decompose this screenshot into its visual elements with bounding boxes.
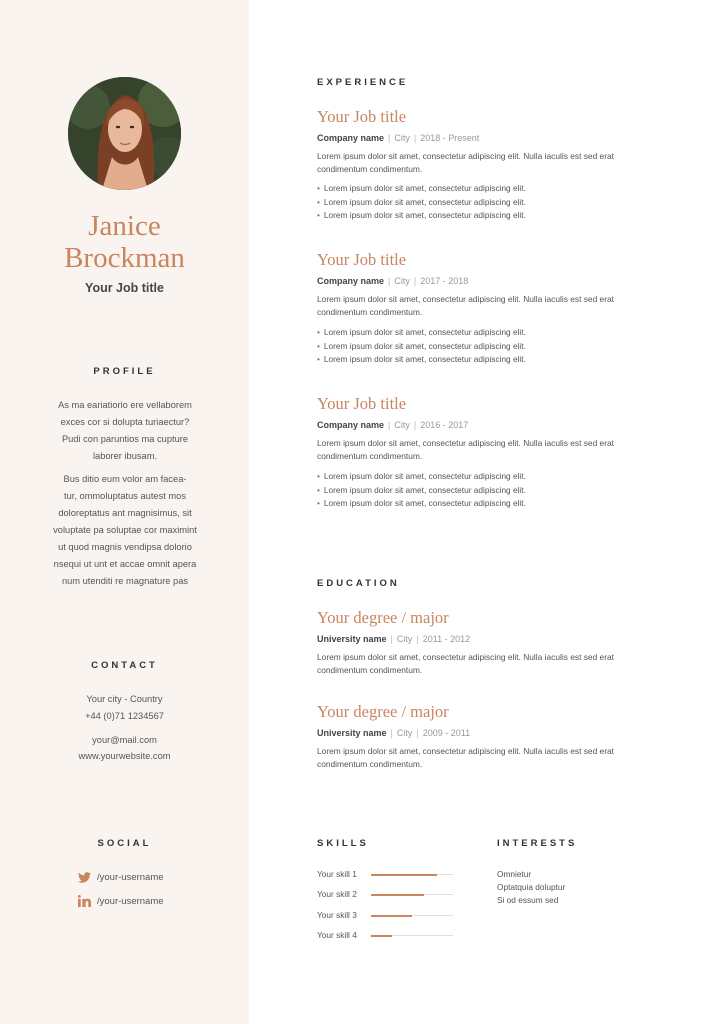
education-city: City [396,728,413,738]
separator: | [388,133,391,143]
job-description [317,437,647,463]
social-heading: SOCIAL [97,838,152,849]
bullet-item: • Lorem ipsum dolor sit amet, consectetur adipiscing elit. [317,196,526,210]
profile-photo [68,77,181,190]
interests-heading: INTERESTS [497,838,578,849]
bullet-item: • Lorem ipsum dolor sit amet, consectetur adipiscing elit. [317,326,526,340]
job-city: City [394,276,410,286]
job-dates: 2018 - Present [420,133,480,143]
description-line: Lorem ipsum dolor sit amet, consectetur adipiscing elit. Nulla iaculis est sed erat [317,746,614,756]
bullet-item: • Lorem ipsum dolor sit amet, consectetur adipiscing elit. [317,497,526,511]
profile-line: Bus ditio eum volor am facea- [63,474,187,484]
bullet-item: • Lorem ipsum dolor sit amet, consectetur adipiscing elit. [317,182,526,196]
job-meta [317,420,468,430]
description-line: condimentum condimentum. [317,307,423,317]
skill-row [317,888,457,900]
description-line: condimentum condimentum. [317,164,423,174]
separator: | [416,728,419,738]
social-handle: /your-username [97,895,164,907]
skill-bar-fill [371,935,392,937]
skill-label: Your skill 2 [317,889,357,899]
university-name: University name [317,634,387,644]
profile-line: As ma eariatiorio ere vellaborem [58,400,192,410]
job-dates: 2016 - 2017 [420,420,469,430]
interest-item: Omnietur [497,869,532,879]
social-twitter[interactable] [78,869,164,885]
description-line: Lorem ipsum dolor sit amet, consectetur adipiscing elit. Nulla iaculis est sed erat [317,294,614,304]
profile-line: ut quod magnis vendipsa dolorio [58,542,192,552]
separator: | [390,634,393,644]
contact-phone[interactable]: +44 (0)71 1234567 [85,711,164,721]
profile-heading: PROFILE [93,366,156,377]
description-line: Lorem ipsum dolor sit amet, consectetur adipiscing elit. Nulla iaculis est sed erat [317,438,614,448]
profile-line: tur, ommoluptatus autest mos [64,491,186,501]
social-handle: /your-username [97,871,164,883]
job-bullets [317,470,526,511]
profile-line: Pudi con paruntios ma cupture [61,434,189,444]
education-meta [317,634,470,644]
skill-row [317,929,457,941]
bullet-item: • Lorem ipsum dolor sit amet, consectetur adipiscing elit. [317,470,526,484]
education-description [317,651,647,677]
contact-heading: CONTACT [91,660,158,671]
separator: | [413,420,417,430]
job-dates: 2017 - 2018 [420,276,469,286]
bullet-item: • Lorem ipsum dolor sit amet, consectetur adipiscing elit. [317,484,526,498]
separator: | [413,133,417,143]
job-bullets [317,182,526,223]
skill-label: Your skill 4 [317,930,357,940]
education-description [317,745,647,771]
profile-paragraph-1 [40,397,210,465]
description-line: condimentum condimentum. [317,451,423,461]
contact-website[interactable]: www.yourwebsite.com [78,751,171,761]
skills-heading: SKILLS [317,838,369,849]
job-description [317,293,647,319]
skill-bar-track [371,915,453,916]
bullet-item: • Lorem ipsum dolor sit amet, consectetur adipiscing elit. [317,209,526,223]
profile-line: exces cor si dolupta turiaectur? [60,417,190,427]
job-description [317,150,647,176]
separator: | [413,276,417,286]
education-heading: EDUCATION [317,578,400,589]
profile-paragraph-2 [40,471,210,590]
skill-label: Your skill 1 [317,869,357,879]
company-name: Company name [317,420,385,430]
job-title: Your Job title [317,394,407,413]
job-meta [317,133,479,143]
job-bullets [317,326,526,367]
separator: | [388,420,391,430]
contact-email[interactable]: your@mail.com [92,735,157,745]
job-city: City [394,133,410,143]
skill-label: Your skill 3 [317,910,357,920]
description-line: condimentum condimentum. [317,665,423,675]
skill-bar-track [371,935,453,936]
separator: | [416,634,419,644]
profile-line: doloreptatus ant magnisimus, sit [58,508,192,518]
interest-item: Optatquia doluptur [497,882,566,892]
bullet-item: • Lorem ipsum dolor sit amet, consectetur adipiscing elit. [317,353,526,367]
degree-title: Your degree / major [317,608,449,627]
education-meta [317,728,470,738]
description-line: Lorem ipsum dolor sit amet, consectetur adipiscing elit. Nulla iaculis est sed erat [317,151,614,161]
skill-row [317,909,457,921]
sidebar [0,0,249,1024]
interest-item: Si od essum sed [497,895,559,905]
job-city: City [394,420,410,430]
separator: | [390,728,393,738]
social-linkedin[interactable] [78,893,164,909]
job-meta [317,276,468,286]
profile-line: nsequi ut unt et accae omnit apera [53,559,197,569]
education-city: City [396,634,413,644]
job-title: Your Job title [317,250,407,269]
profile-line: num utenditi re magnature pas [61,576,189,586]
name-first: Janice [88,210,161,242]
experience-heading: EXPERIENCE [317,77,409,88]
description-line: condimentum condimentum. [317,759,423,769]
separator: | [388,276,391,286]
skill-bar-track [371,874,453,875]
education-dates: 2011 - 2012 [422,634,471,644]
job-title: Your Job title [317,107,407,126]
name-last: Brockman [64,242,185,274]
degree-title: Your degree / major [317,702,449,721]
company-name: Company name [317,276,385,286]
profile-line: laborer ibusam. [92,451,158,461]
bullet-item: • Lorem ipsum dolor sit amet, consectetur adipiscing elit. [317,340,526,354]
twitter-icon [78,872,91,883]
university-name: University name [317,728,387,738]
skill-row [317,868,457,880]
description-line: Lorem ipsum dolor sit amet, consectetur adipiscing elit. Nulla iaculis est sed erat [317,652,614,662]
skill-bar-fill [371,874,437,876]
linkedin-icon [78,895,91,907]
contact-city: Your city - Country [86,694,163,704]
sidebar-job-title: Your Job title [85,281,164,295]
education-dates: 2009 - 2011 [422,728,471,738]
company-name: Company name [317,133,385,143]
skill-bar-fill [371,894,424,896]
skill-bar-track [371,894,453,895]
skill-bar-fill [371,915,412,917]
profile-line: voluptate pa soluptae cor maximint [53,525,197,535]
